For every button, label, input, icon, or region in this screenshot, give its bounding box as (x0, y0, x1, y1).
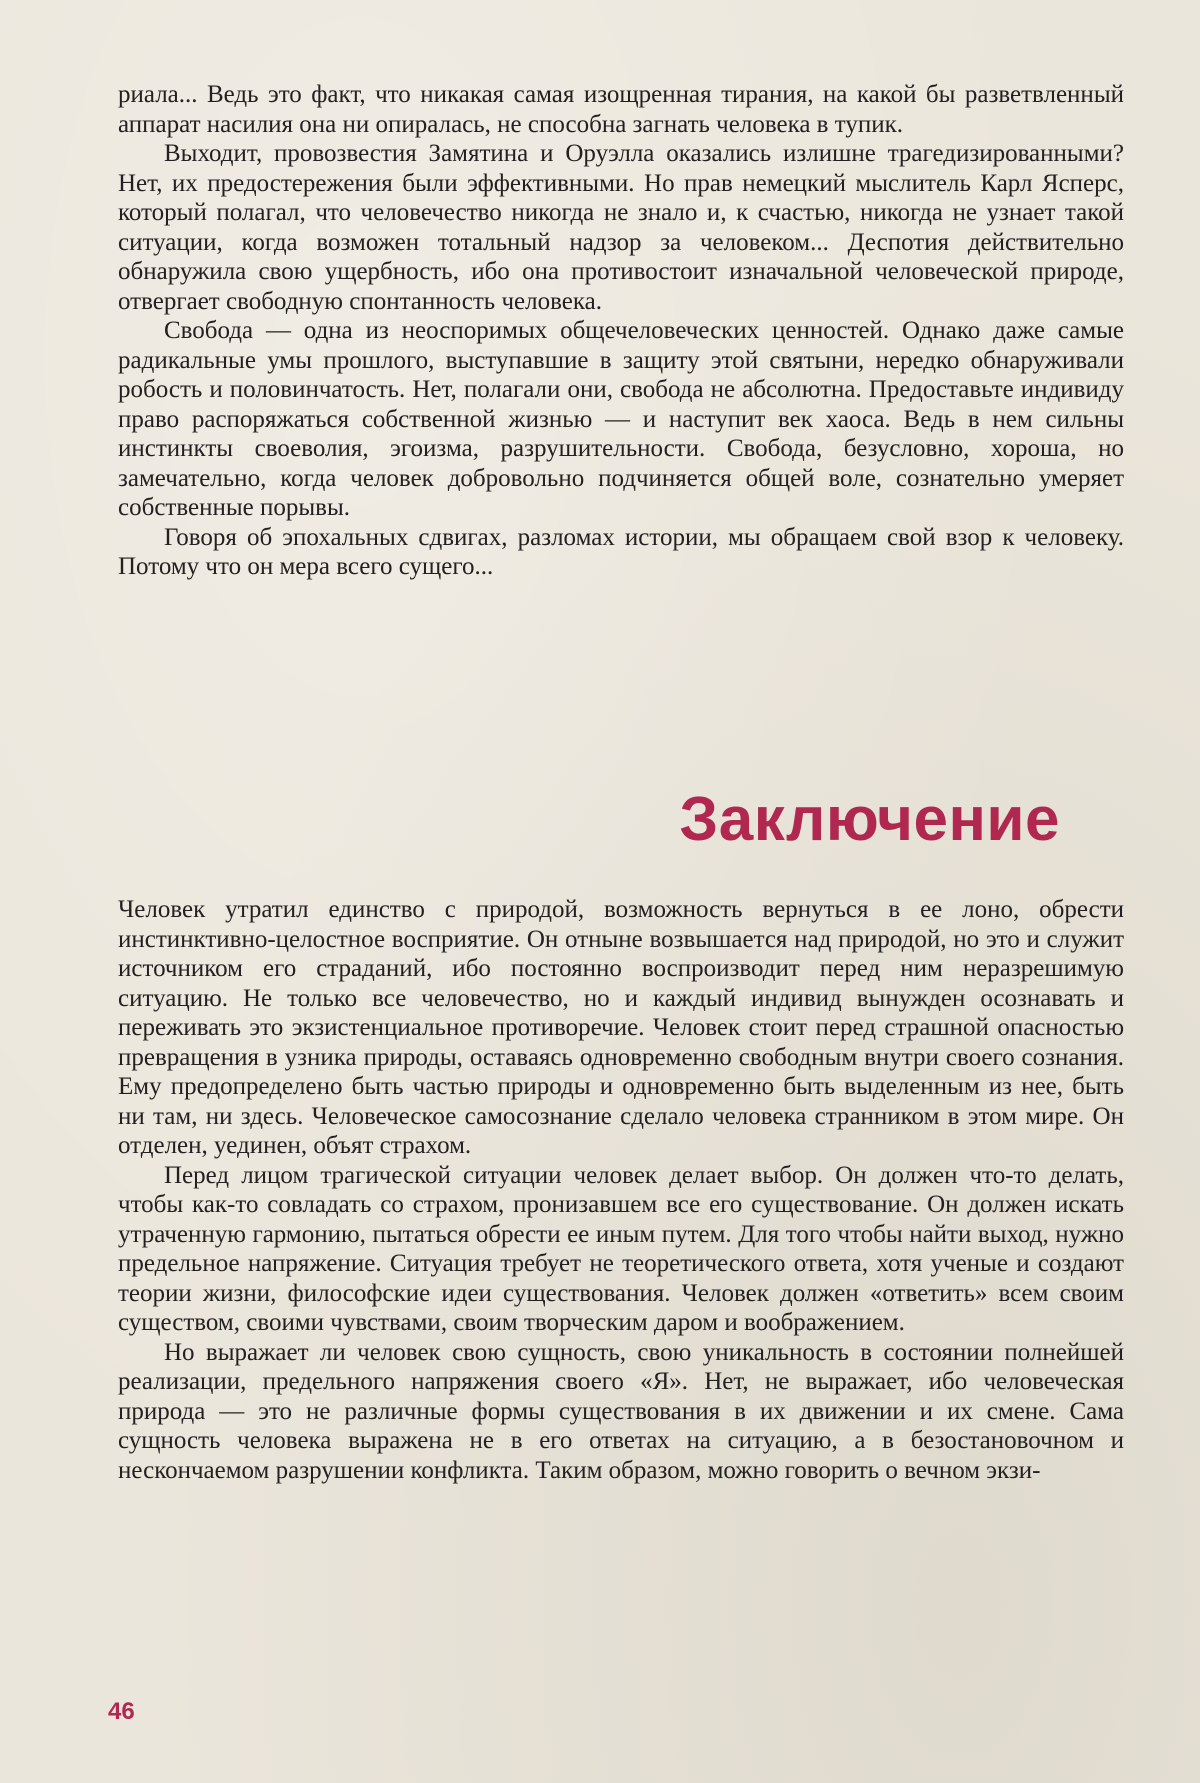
paragraph: Говоря об эпохальных сдвигах, разломах истории, мы обращаем свой взор к человеку. Потому что он мера всего сущего... (118, 523, 1124, 580)
paragraph: Но выражает ли человек свою сущность, свою уникальность в состоянии полнейшей реализации, предельного напряжения своего «Я». Нет, не выражает, ибо человеческая природа — это не различные формы существования в их движении и их смене. Сама сущность человека выражена не в его ответах на ситуацию, а в безостановочном и нескончаемом разрушении конфликта. Таким образом, можно говорить о вечном экзи- (118, 1338, 1124, 1484)
body-text-top (118, 80, 1124, 582)
section-title: Заключение (679, 785, 1060, 854)
paragraph: Перед лицом трагической ситуации человек делает выбор. Он должен что-то делать, чтобы как-то совладать со страхом, пронизавшем все его существование. Он должен искать утраченную гармонию, пытаться обрести ее иным путем. Для того чтобы найти выход, нужно предельное напряжение. Ситуация требует не теоретического ответа, хотя ученые и создают теории жизни, философские идеи существования. Человек должен «ответить» всем своим существом, своими чувствами, своим творческим даром и воображением. (118, 1161, 1124, 1336)
paragraph: Свобода — одна из неоспоримых общечеловеческих ценностей. Однако даже самые радикальные умы прошлого, выступавшие в защиту этой святыни, нередко обнаруживали робость и половинчатость. Нет, полагали они, свобода не абсолютна. Предоставьте индивиду право распоряжаться собственной жизнью — и наступит век хаоса. Ведь в нем сильны инстинкты своеволия, эгоизма, разрушительности. Свобода, безусловно, хороша, но замечательно, когда человек добровольно подчиняется общей воле, сознательно умеряет собственные порывы. (118, 317, 1124, 521)
body-text-bottom (118, 895, 1124, 1485)
paragraph: Человек утратил единство с природой, возможность вернуться в ее лоно, обрести инстинктивно-целостное восприятие. Он отныне возвышается над природой, но это и служит источником его страданий, ибо постоянно воспроизводит перед ним неразрешимую ситуацию. Не только все человечество, но и каждый индивид вынужден осознавать и переживать это экзистенциальное противоречие. Человек стоит перед страшной опасностью превращения в узника природы, оставаясь одновременно свободным внутри своего сознания. Ему предопределено быть частью природы и одновременно быть выделенным из нее, быть ни там, ни здесь. Человеческое самосознание сделало человека странником в этом мире. Он отделен, уединен, объят страхом. (118, 896, 1124, 1159)
paragraph: Выходит, провозвестия Замятина и Оруэлла оказались излишне трагедизированными? Нет, их предостережения были эффективными. Но прав немецкий мыслитель Карл Ясперс, который полагал, что человечество никогда не знало и, к счастью, никогда не узнает такой ситуации, когда возможен тотальный надзор за человеком... Деспотия действительно обнаружила свою ущербность, ибо она противостоит изначальной человеческой природе, отвергает свободную спонтанность человека. (118, 140, 1124, 315)
page-number: 46 (108, 1698, 135, 1725)
paragraph: риала... Ведь это факт, что никакая самая изощренная тирания, на какой бы разветвленный аппарат насилия она ни опиралась, не способна загнать человека в тупик. (118, 81, 1124, 138)
